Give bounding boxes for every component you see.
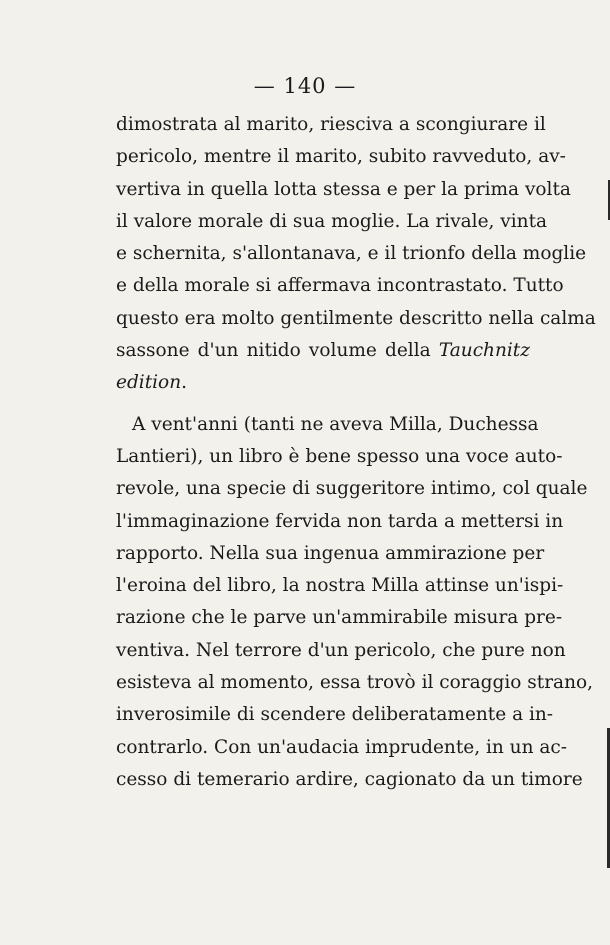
text-line: vertiva in quella lotta stessa e per la prima volta: [116, 178, 571, 200]
text-line: Lantieri), un libro è bene spesso una voce auto-: [116, 445, 563, 467]
text-line: e schernita, s'allontanava, e il trionfo della moglie: [116, 243, 587, 265]
text-line: ventiva. Nel terrore d'un pericolo, che pure non: [116, 639, 566, 661]
italic-title-part: edition: [116, 372, 182, 394]
text-line: esisteva al momento, essa trovò il coraggio strano,: [116, 672, 594, 694]
text-line-with-italic: [116, 335, 530, 367]
page-number: — 140 —: [253, 74, 357, 98]
text-line: l'eroina del libro, la nostra Milla attinse un'ispi-: [116, 575, 564, 597]
body-text: [116, 109, 596, 796]
text-line: questo era molto gentilmente descritto nella calma: [116, 307, 596, 329]
text-line: il valore morale di sua moglie. La rivale, vinta: [116, 210, 548, 232]
text-line: A vent'anni (tanti ne aveva Milla, Duchessa: [132, 413, 539, 435]
text-line: razione che le parve un'ammirabile misura pre-: [116, 607, 563, 629]
text-line: cesso di temerario ardire, cagionato da un timore: [116, 768, 583, 790]
paragraph-2: [116, 409, 594, 797]
paragraph-1: [116, 109, 596, 400]
text-line: e della morale si affermava incontrastato. Tutto: [116, 275, 564, 297]
text-line-italic: [116, 367, 530, 399]
text-line: l'immaginazione fervida non tarda a mettersi in: [116, 510, 564, 532]
text-line: inverosimile di scendere deliberatamente a in-: [116, 704, 554, 726]
text-line: contrarlo. Con un'audacia imprudente, in un ac-: [116, 736, 568, 758]
paragraph-gap: [116, 400, 530, 409]
text-line: pericolo, mentre il marito, subito ravveduto, av-: [116, 146, 566, 168]
italic-title-part: Tauchnitz: [438, 340, 530, 362]
punctuation: .: [181, 372, 188, 394]
text-line: dimostrata al marito, riesciva a scongiurare il: [116, 114, 546, 135]
text-segment: sassone d'un nitido volume della: [116, 340, 431, 362]
text-line: revole, una specie di suggeritore intimo, col quale: [116, 478, 588, 500]
text-line: rapporto. Nella sua ingenua ammirazione per: [116, 542, 545, 564]
